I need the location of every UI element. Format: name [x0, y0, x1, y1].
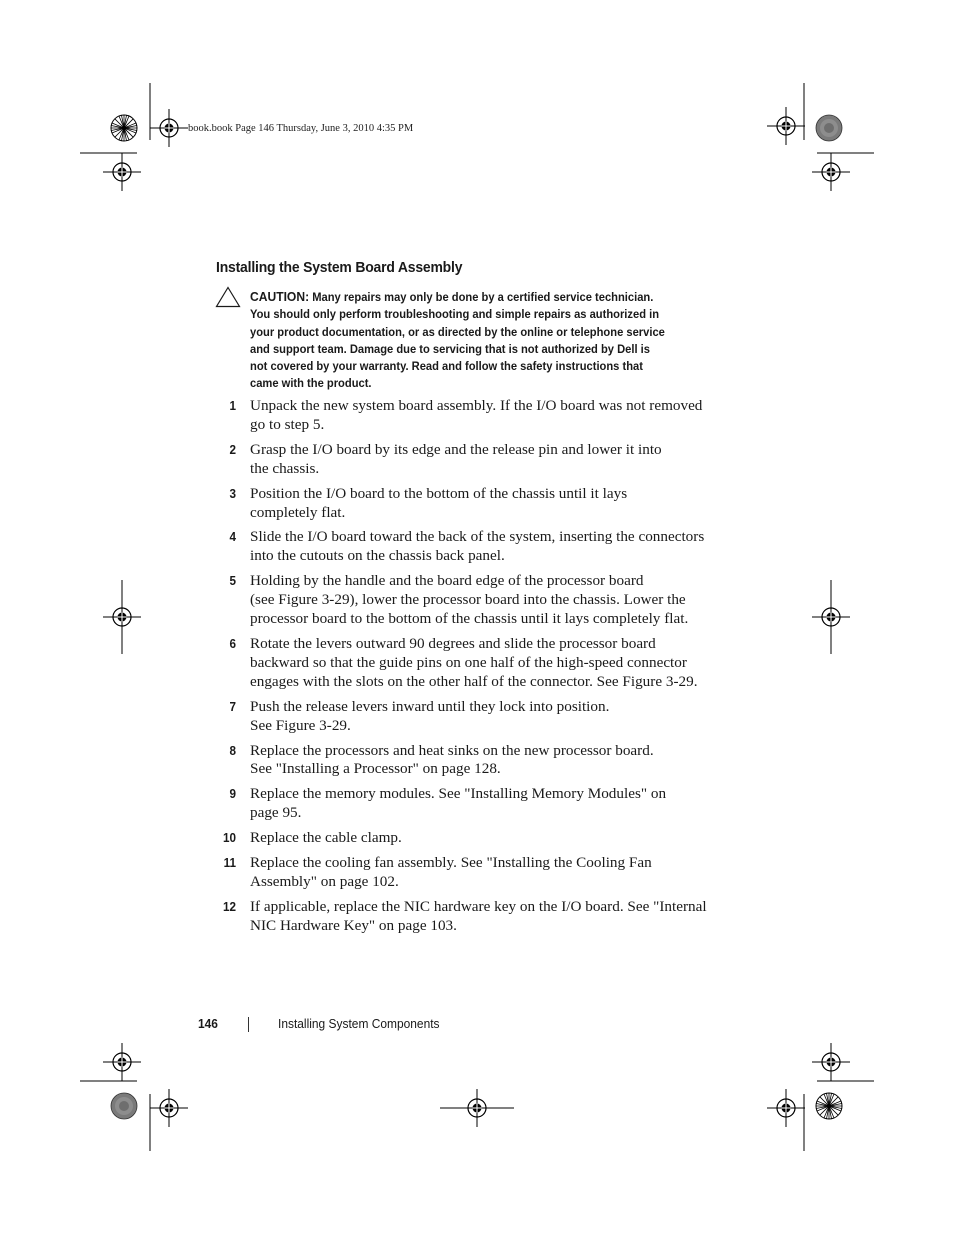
step-item	[200, 829, 720, 848]
step-text: page 95.	[250, 804, 302, 822]
section-title: Installing the System Board Assembly	[216, 259, 463, 276]
step-text: Replace the memory modules. See "Installing Memory Modules" on	[250, 785, 667, 803]
step-number: 8	[229, 742, 236, 758]
caution-line: your product documentation, or as directed by the online or telephone service	[250, 324, 665, 339]
step-item	[200, 485, 720, 523]
step-text: Replace the processors and heat sinks on the new processor board.	[250, 741, 654, 759]
registration-crosshair-icon	[103, 598, 141, 636]
step-text: Grasp the I/O board by its edge and the release pin and lower it into	[250, 440, 662, 458]
step-number: 7	[229, 698, 236, 714]
step-text: engages with the slots on the other half of the connector. See Figure 3-29.	[250, 672, 698, 690]
step-text: If applicable, replace the NIC hardware key on the I/O board. See "Internal	[250, 897, 707, 915]
caution-triangle-icon	[215, 286, 241, 308]
registration-crosshair-icon	[767, 107, 805, 145]
step-number: 12	[222, 898, 236, 914]
step-text: See Figure 3-29.	[250, 716, 351, 734]
crop-marks-top-right	[767, 83, 874, 191]
step-item	[200, 635, 720, 692]
step-number: 3	[229, 485, 236, 501]
step-text: into the cutouts on the chassis back panel.	[250, 547, 505, 565]
registration-crosshair-icon	[103, 153, 141, 191]
step-text: Slide the I/O board toward the back of the system, inserting the connectors	[250, 528, 705, 546]
gray-disc-mark-icon	[816, 115, 842, 141]
step-item	[200, 397, 720, 435]
chapter-title: Installing System Components	[278, 1016, 440, 1031]
gray-disc-mark-icon	[111, 1093, 137, 1119]
caution-line: came with the product.	[250, 376, 372, 391]
crop-marks-bottom-center	[440, 1089, 514, 1127]
step-text: NIC Hardware Key" on page 103.	[250, 916, 457, 934]
step-text: processor board to the bottom of the chassis until it lays completely flat.	[250, 610, 689, 628]
step-text: Unpack the new system board assembly. If the I/O board was not removed	[250, 397, 703, 414]
registration-crosshair-icon	[767, 1089, 805, 1127]
page-footer	[0, 1016, 954, 1036]
caution-line: and support team. Damage due to servicing that is not authorized by Dell is	[250, 341, 650, 356]
step-text: completely flat.	[250, 503, 346, 521]
step-number: 2	[229, 441, 236, 457]
caution-line: CAUTION: Many repairs may only be done by a certified service technician.	[250, 289, 654, 304]
step-number: 9	[229, 786, 236, 802]
step-number: 10	[222, 830, 236, 846]
step-item	[200, 528, 720, 566]
step-text: Replace the cable clamp.	[250, 829, 402, 847]
registration-crosshair-icon	[812, 1043, 850, 1081]
registration-crosshair-icon	[812, 153, 850, 191]
installation-steps-list	[200, 397, 720, 936]
step-item	[200, 742, 720, 780]
step-item	[200, 698, 720, 736]
caution-line: You should only perform troubleshooting and simple repairs as authorized in	[250, 307, 660, 322]
registration-crosshair-icon	[103, 1043, 141, 1081]
step-text: See "Installing a Processor" on page 128.	[250, 760, 501, 778]
step-text: Rotate the levers outward 90 degrees and slide the processor board	[250, 634, 656, 652]
step-item	[200, 898, 720, 936]
registration-crosshair-icon	[812, 598, 850, 636]
registration-crosshair-icon	[458, 1089, 496, 1127]
caution-line: not covered by your warranty. Read and follow the safety instructions that	[250, 359, 643, 374]
step-text: Position the I/O board to the bottom of the chassis until it lays	[250, 484, 628, 502]
step-text: backward so that the guide pins on one half of the high-speed connector	[250, 653, 687, 671]
step-text: Push the release levers inward until they lock into position.	[250, 697, 610, 715]
starburst-mark-icon	[816, 1093, 842, 1119]
step-item	[200, 854, 720, 892]
step-text: Assembly" on page 102.	[250, 872, 399, 890]
starburst-mark-icon	[111, 115, 137, 141]
registration-crosshair-icon	[150, 1089, 188, 1127]
step-text: the chassis.	[250, 459, 320, 477]
crop-marks-bottom-right	[767, 1043, 874, 1151]
caution-label: CAUTION:	[250, 289, 310, 304]
print-slug-header: book.book Page 146 Thursday, June 3, 2010 4:35 PM	[188, 123, 414, 134]
step-item	[200, 572, 720, 629]
step-text: go to step 5.	[250, 415, 325, 433]
step-number: 4	[229, 529, 236, 545]
step-number: 1	[229, 398, 236, 413]
footer-divider	[248, 1017, 249, 1032]
step-number: 6	[229, 635, 236, 651]
step-text: Replace the cooling fan assembly. See "Installing the Cooling Fan	[250, 854, 652, 872]
crop-marks-top-left	[80, 83, 188, 191]
page-number: 146	[198, 1016, 218, 1031]
registration-crosshair-icon	[150, 109, 188, 147]
step-item	[200, 441, 720, 479]
caution-notice	[250, 288, 687, 393]
step-text: Holding by the handle and the board edge of the processor board	[250, 572, 644, 590]
crop-marks-bottom-left	[80, 1043, 188, 1151]
step-text: (see Figure 3-29), lower the processor board into the chassis. Lower the	[250, 591, 686, 609]
step-number: 5	[229, 573, 236, 589]
step-number: 11	[223, 855, 236, 871]
step-item	[200, 785, 720, 823]
